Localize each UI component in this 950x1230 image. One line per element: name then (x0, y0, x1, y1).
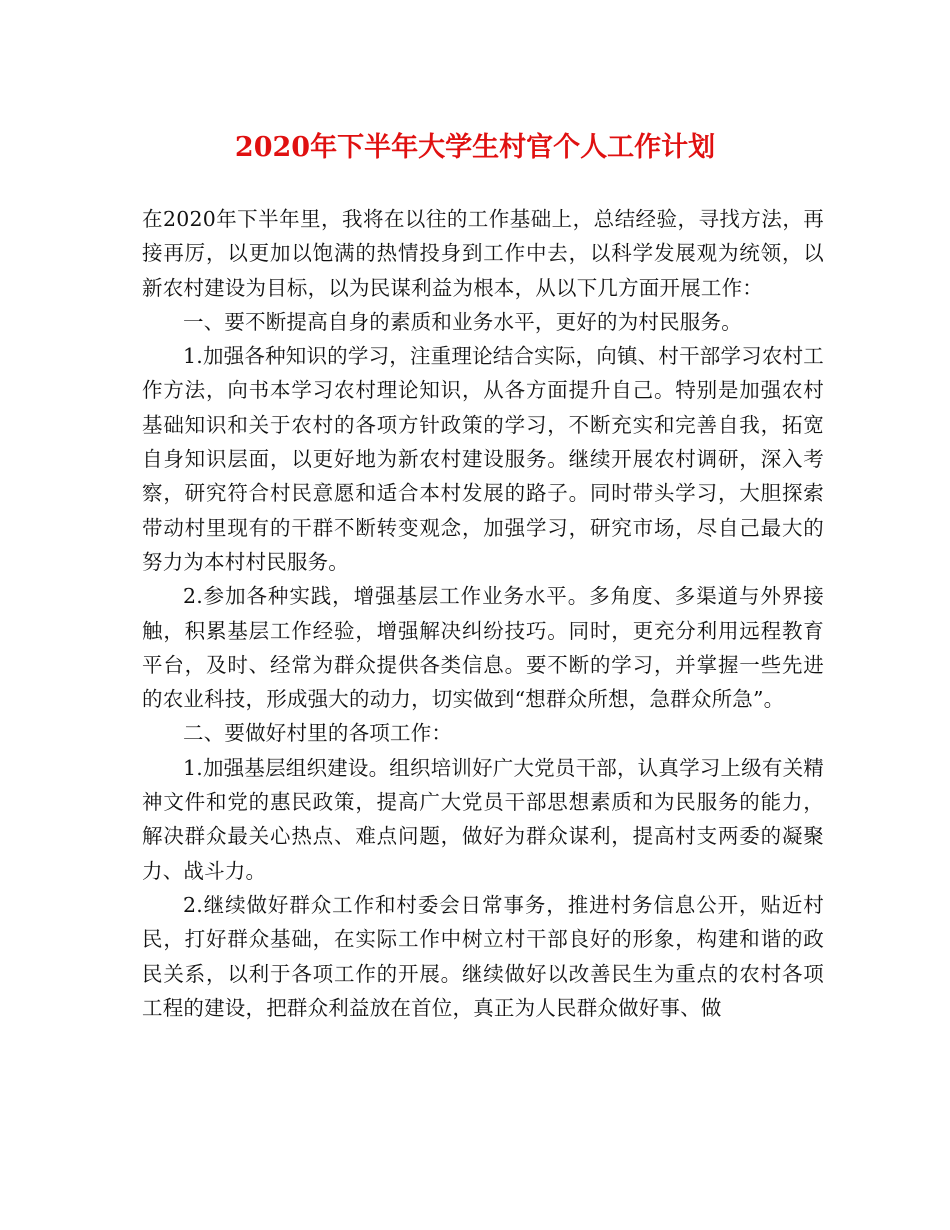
document-title: 2020年下半年大学生村官个人工作计划 (234, 132, 716, 163)
paragraph-1-2: 2.参加各种实践，增强基层工作业务水平。多角度、多渠道与外界接触，积累基层工作经验，增强解决纠纷技巧。同时，更充分利用远程教育平台，及时、经常为群众提供各类信息。要不断的学习，并掌握一些先进的农业科技，形成强大的动力，切实做到“想群众所想，急群众所急”。 (142, 584, 824, 712)
paragraph-1-1: 1.加强各种知识的学习，注重理论结合实际，向镇、村干部学习农村工作方法，向书本学习农村理论知识，从各方面提升自己。特别是加强农村基础知识和关于农村的各项方针政策的学习，不断充实和完善自我，拓宽自身知识层面，以更好地为新农村建设服务。继续开展农村调研，深入考察，研究符合村民意愿和适合本村发展的路子。同时带头学习，大胆探索带动村里现有的干群不断转变观念，加强学习，研究市场，尽自己最大的努力为本村村民服务。 (142, 344, 824, 574)
paragraph-2-2: 2.继续做好群众工作和村委会日常事务，推进村务信息公开，贴近村民，打好群众基础，在实际工作中树立村干部良好的形象，构建和谐的政民关系，以利于各项工作的开展。继续做好以改善民生为重点的农村各项工程的建设，把群众利益放在首位，真正为人民群众做好事、做 (142, 892, 824, 1020)
paragraph-intro: 在2020年下半年里，我将在以往的工作基础上，总结经验，寻找方法，再接再厉，以更加以饱满的热情投身到工作中去，以科学发展观为统领，以新农村建设为目标，以为民谋利益为根本，从以下几方面开展工作： (142, 207, 824, 300)
paragraph-2-1: 1.加强基层组织建设。组织培训好广大党员干部，认真学习上级有关精神文件和党的惠民政策，提高广大党员干部思想素质和为民服务的能力，解决群众最关心热点、难点问题，做好为群众谋利，提高村支两委的凝聚力、战斗力。 (142, 755, 824, 883)
document-body (142, 202, 824, 1025)
section-heading-1: 一、要不断提高自身的素质和业务水平，更好的为村民服务。 (183, 309, 742, 334)
section-heading-2: 二、要做好村里的各项工作： (183, 721, 453, 746)
